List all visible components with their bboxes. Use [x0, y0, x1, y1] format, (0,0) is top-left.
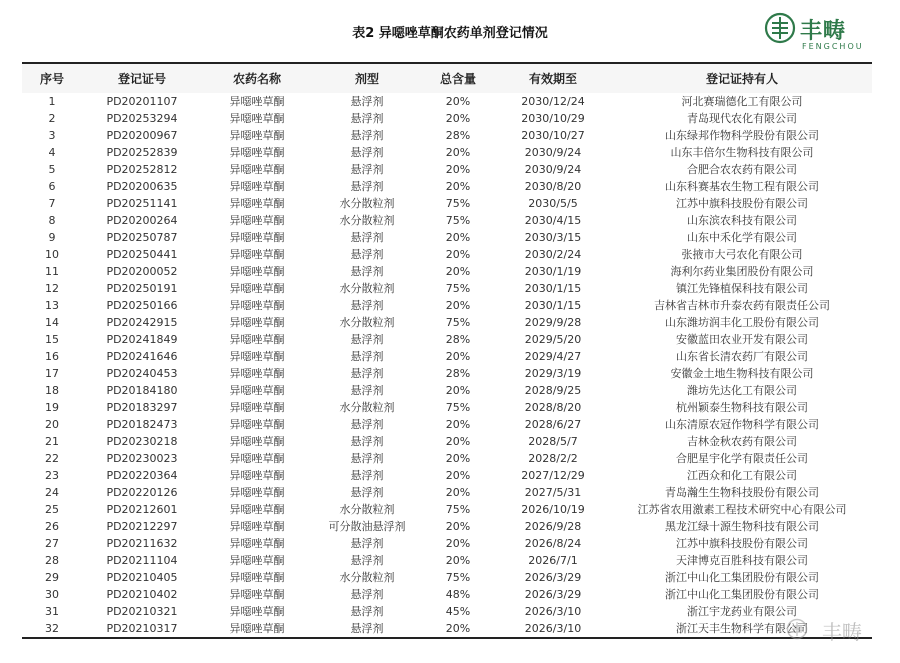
- table-row: [22, 297, 872, 314]
- cell-content: 20%: [445, 384, 471, 397]
- cell-reg-no: PD20211632: [106, 537, 178, 550]
- cell-holder: 山东滨农科技有限公司: [687, 214, 797, 227]
- cell-pesticide-name: 异噁唑草酮: [229, 316, 285, 329]
- cell-holder: 浙江天丰生物科学有限公司: [676, 622, 808, 635]
- cell-content: 20%: [445, 486, 471, 499]
- cell-formulation: 水分散粒剂: [339, 401, 395, 414]
- cell-valid-until: 2026/9/28: [524, 520, 582, 533]
- cell-pesticide-name: 异噁唑草酮: [229, 299, 285, 312]
- cell-pesticide-name: 异噁唑草酮: [229, 486, 285, 499]
- cell-content: 75%: [445, 571, 471, 584]
- cell-valid-until: 2030/9/24: [524, 163, 582, 176]
- table-row: [22, 484, 872, 501]
- cell-formulation: 悬浮剂: [350, 588, 384, 601]
- cell-index: 27: [45, 537, 59, 550]
- cell-pesticide-name: 异噁唑草酮: [229, 537, 285, 550]
- cell-formulation: 可分散油悬浮剂: [328, 520, 406, 533]
- table-row: [22, 433, 872, 450]
- cell-formulation: 悬浮剂: [350, 231, 384, 244]
- cell-valid-until: 2026/3/10: [524, 622, 582, 635]
- table-row: [22, 144, 872, 161]
- cell-pesticide-name: 异噁唑草酮: [229, 95, 285, 108]
- cell-valid-until: 2027/12/29: [521, 469, 585, 482]
- cell-valid-until: 2030/2/24: [524, 248, 582, 261]
- cell-formulation: 悬浮剂: [350, 605, 384, 618]
- cell-valid-until: 2028/5/7: [528, 435, 578, 448]
- cell-valid-until: 2028/6/27: [524, 418, 582, 431]
- cell-formulation: 悬浮剂: [350, 146, 384, 159]
- header-holder: 登记证持有人: [612, 64, 872, 93]
- cell-index: 20: [45, 418, 59, 431]
- cell-formulation: 水分散粒剂: [339, 503, 395, 516]
- cell-formulation: 悬浮剂: [350, 350, 384, 363]
- cell-valid-until: 2028/8/20: [524, 401, 582, 414]
- table-row: [22, 314, 872, 331]
- cell-reg-no: PD20220126: [106, 486, 178, 499]
- cell-valid-until: 2028/2/2: [528, 452, 578, 465]
- cell-formulation: 悬浮剂: [350, 554, 384, 567]
- cell-content: 20%: [445, 537, 471, 550]
- cell-formulation: 悬浮剂: [350, 384, 384, 397]
- cell-pesticide-name: 异噁唑草酮: [229, 452, 285, 465]
- cell-formulation: 水分散粒剂: [339, 282, 395, 295]
- cell-reg-no: PD20241849: [106, 333, 178, 346]
- cell-valid-until: 2028/9/25: [524, 384, 582, 397]
- cell-pesticide-name: 异噁唑草酮: [229, 605, 285, 618]
- cell-holder: 安徽蓝田农业开发有限公司: [676, 333, 808, 346]
- cell-content: 20%: [445, 231, 471, 244]
- cell-index: 22: [45, 452, 59, 465]
- cell-index: 30: [45, 588, 59, 601]
- cell-valid-until: 2026/7/1: [528, 554, 578, 567]
- cell-holder: 潍坊先达化工有限公司: [687, 384, 797, 397]
- cell-pesticide-name: 异噁唑草酮: [229, 333, 285, 346]
- cell-formulation: 悬浮剂: [350, 435, 384, 448]
- cell-content: 20%: [445, 350, 471, 363]
- header-reg-no: 登记证号: [82, 64, 202, 93]
- cell-reg-no: PD20251141: [106, 197, 178, 210]
- cell-formulation: 悬浮剂: [350, 95, 384, 108]
- cell-content: 20%: [445, 180, 471, 193]
- cell-content: 45%: [445, 605, 471, 618]
- cell-content: 48%: [445, 588, 471, 601]
- table-row: [22, 365, 872, 382]
- table-row: [22, 535, 872, 552]
- cell-index: 12: [45, 282, 59, 295]
- cell-pesticide-name: 异噁唑草酮: [229, 588, 285, 601]
- table-row: [22, 280, 872, 297]
- cell-pesticide-name: 异噁唑草酮: [229, 180, 285, 193]
- cell-content: 20%: [445, 520, 471, 533]
- table-row: [22, 382, 872, 399]
- cell-index: 2: [48, 112, 56, 125]
- cell-index: 17: [45, 367, 59, 380]
- cell-index: 7: [48, 197, 56, 210]
- cell-holder: 合肥星宇化学有限责任公司: [676, 452, 808, 465]
- cell-pesticide-name: 异噁唑草酮: [229, 418, 285, 431]
- cell-index: 21: [45, 435, 59, 448]
- cell-valid-until: 2030/12/24: [521, 95, 585, 108]
- cell-index: 9: [48, 231, 56, 244]
- cell-content: 20%: [445, 554, 471, 567]
- cell-holder: 山东科赛基农生物工程有限公司: [665, 180, 819, 193]
- table-row: [22, 586, 872, 603]
- cell-index: 10: [45, 248, 59, 261]
- table-row: [22, 399, 872, 416]
- cell-valid-until: 2030/10/27: [521, 129, 585, 142]
- cell-reg-no: PD20210317: [106, 622, 178, 635]
- cell-valid-until: 2027/5/31: [524, 486, 582, 499]
- cell-reg-no: PD20201107: [106, 95, 178, 108]
- cell-content: 75%: [445, 401, 471, 414]
- cell-reg-no: PD20210405: [106, 571, 178, 584]
- cell-index: 19: [45, 401, 59, 414]
- watermark-text: 丰畴: [822, 620, 862, 644]
- cell-content: 20%: [445, 469, 471, 482]
- cell-pesticide-name: 异噁唑草酮: [229, 367, 285, 380]
- table-row: [22, 110, 872, 127]
- cell-index: 31: [45, 605, 59, 618]
- cell-pesticide-name: 异噁唑草酮: [229, 282, 285, 295]
- cell-valid-until: 2030/1/15: [524, 282, 582, 295]
- cell-valid-until: 2030/3/15: [524, 231, 582, 244]
- cell-reg-no: PD20250787: [106, 231, 178, 244]
- cell-index: 24: [45, 486, 59, 499]
- cell-reg-no: PD20182473: [106, 418, 178, 431]
- header-content: 总含量: [422, 64, 494, 93]
- cell-content: 28%: [445, 367, 471, 380]
- cell-index: 6: [48, 180, 56, 193]
- cell-holder: 海利尔药业集团股份有限公司: [670, 265, 814, 278]
- table-row: [22, 450, 872, 467]
- table-row: [22, 467, 872, 484]
- cell-valid-until: 2029/4/27: [524, 350, 582, 363]
- cell-holder: 山东丰倍尔生物科技有限公司: [670, 146, 814, 159]
- cell-pesticide-name: 异噁唑草酮: [229, 469, 285, 482]
- registration-table: [22, 62, 872, 639]
- brand-name-en: FENGCHOU: [802, 42, 864, 51]
- cell-valid-until: 2026/3/10: [524, 605, 582, 618]
- cell-formulation: 悬浮剂: [350, 180, 384, 193]
- cell-formulation: 悬浮剂: [350, 248, 384, 261]
- cell-valid-until: 2026/8/24: [524, 537, 582, 550]
- table-title: 表2 异噁唑草酮农药单剂登记情况: [352, 26, 548, 41]
- cell-index: 28: [45, 554, 59, 567]
- header-index: 序号: [22, 64, 82, 93]
- table-row: [22, 552, 872, 569]
- cell-holder: 安徽金土地生物科技有限公司: [670, 367, 814, 380]
- cell-valid-until: 2029/9/28: [524, 316, 582, 329]
- cell-holder: 青岛现代农化有限公司: [687, 112, 797, 125]
- cell-content: 75%: [445, 503, 471, 516]
- cell-reg-no: PD20212601: [106, 503, 178, 516]
- cell-pesticide-name: 异噁唑草酮: [229, 503, 285, 516]
- cell-holder: 江西众和化工有限公司: [687, 469, 797, 482]
- cell-formulation: 悬浮剂: [350, 333, 384, 346]
- cell-formulation: 水分散粒剂: [339, 316, 395, 329]
- cell-valid-until: 2030/1/19: [524, 265, 582, 278]
- cell-reg-no: PD20200967: [106, 129, 178, 142]
- table-row: [22, 212, 872, 229]
- cell-valid-until: 2029/5/20: [524, 333, 582, 346]
- cell-holder: 杭州颖泰生物科技有限公司: [676, 401, 808, 414]
- cell-content: 20%: [445, 146, 471, 159]
- cell-holder: 江苏省农用激素工程技术研究中心有限公司: [637, 503, 847, 516]
- cell-content: 20%: [445, 299, 471, 312]
- cell-formulation: 悬浮剂: [350, 112, 384, 125]
- cell-reg-no: PD20230218: [106, 435, 178, 448]
- cell-reg-no: PD20241646: [106, 350, 178, 363]
- brand-logo: [764, 10, 864, 54]
- cell-holder: 青岛瀚生生物科技股份有限公司: [665, 486, 819, 499]
- table-row: [22, 331, 872, 348]
- watermark: [736, 614, 896, 642]
- watermark-logo-icon: [786, 618, 808, 640]
- cell-pesticide-name: 异噁唑草酮: [229, 146, 285, 159]
- cell-index: 18: [45, 384, 59, 397]
- cell-pesticide-name: 异噁唑草酮: [229, 248, 285, 261]
- table-row: [22, 569, 872, 586]
- cell-content: 20%: [445, 435, 471, 448]
- cell-holder: 山东中禾化学有限公司: [687, 231, 797, 244]
- cell-content: 20%: [445, 265, 471, 278]
- cell-index: 3: [48, 129, 56, 142]
- cell-content: 20%: [445, 452, 471, 465]
- cell-index: 13: [45, 299, 59, 312]
- cell-pesticide-name: 异噁唑草酮: [229, 622, 285, 635]
- cell-reg-no: PD20211104: [106, 554, 178, 567]
- cell-reg-no: PD20240453: [106, 367, 178, 380]
- cell-formulation: 水分散粒剂: [339, 214, 395, 227]
- cell-formulation: 水分散粒剂: [339, 571, 395, 584]
- cell-holder: 浙江宇龙药业有限公司: [687, 605, 797, 618]
- cell-reg-no: PD20200635: [106, 180, 178, 193]
- cell-content: 28%: [445, 129, 471, 142]
- cell-holder: 山东潍坊润丰化工股份有限公司: [665, 316, 819, 329]
- cell-pesticide-name: 异噁唑草酮: [229, 129, 285, 142]
- header-pesticide-name: 农药名称: [202, 64, 312, 93]
- cell-formulation: 悬浮剂: [350, 486, 384, 499]
- cell-content: 20%: [445, 163, 471, 176]
- table-row: [22, 229, 872, 246]
- cell-formulation: 水分散粒剂: [339, 197, 395, 210]
- cell-formulation: 悬浮剂: [350, 163, 384, 176]
- cell-reg-no: PD20250441: [106, 248, 178, 261]
- cell-content: 75%: [445, 282, 471, 295]
- cell-index: 4: [48, 146, 56, 159]
- cell-holder: 浙江中山化工集团股份有限公司: [665, 588, 819, 601]
- cell-index: 1: [48, 95, 56, 108]
- cell-pesticide-name: 异噁唑草酮: [229, 384, 285, 397]
- cell-formulation: 悬浮剂: [350, 469, 384, 482]
- cell-index: 5: [48, 163, 56, 176]
- cell-content: 20%: [445, 622, 471, 635]
- cell-pesticide-name: 异噁唑草酮: [229, 163, 285, 176]
- cell-holder: 江苏中旗科技股份有限公司: [676, 197, 808, 210]
- cell-pesticide-name: 异噁唑草酮: [229, 265, 285, 278]
- cell-index: 23: [45, 469, 59, 482]
- table-row: [22, 161, 872, 178]
- cell-holder: 山东绿邦作物科学股份有限公司: [665, 129, 819, 142]
- cell-reg-no: PD20250191: [106, 282, 178, 295]
- cell-formulation: 悬浮剂: [350, 129, 384, 142]
- table-row: [22, 416, 872, 433]
- cell-reg-no: PD20250166: [106, 299, 178, 312]
- table-row: [22, 195, 872, 212]
- cell-content: 75%: [445, 214, 471, 227]
- table-row: [22, 178, 872, 195]
- cell-holder: 浙江中山化工集团股份有限公司: [665, 571, 819, 584]
- cell-pesticide-name: 异噁唑草酮: [229, 231, 285, 244]
- table-header-row: [22, 64, 872, 93]
- table-row: [22, 263, 872, 280]
- cell-pesticide-name: 异噁唑草酮: [229, 401, 285, 414]
- cell-content: 75%: [445, 197, 471, 210]
- fengchou-logo-icon: [764, 12, 796, 44]
- cell-reg-no: PD20210402: [106, 588, 178, 601]
- table-row: [22, 93, 872, 110]
- cell-valid-until: 2030/5/5: [528, 197, 578, 210]
- cell-reg-no: PD20253294: [106, 112, 178, 125]
- cell-valid-until: 2030/9/24: [524, 146, 582, 159]
- cell-holder: 张掖市大弓农化有限公司: [681, 248, 803, 261]
- table-row: [22, 501, 872, 518]
- cell-content: 20%: [445, 248, 471, 261]
- cell-pesticide-name: 异噁唑草酮: [229, 214, 285, 227]
- cell-holder: 山东省长清农药厂有限公司: [676, 350, 808, 363]
- cell-reg-no: PD20212297: [106, 520, 178, 533]
- cell-index: 16: [45, 350, 59, 363]
- cell-content: 28%: [445, 333, 471, 346]
- cell-formulation: 悬浮剂: [350, 299, 384, 312]
- table-row: [22, 246, 872, 263]
- cell-index: 25: [45, 503, 59, 516]
- cell-holder: 吉林省吉林市升泰农药有限责任公司: [654, 299, 830, 312]
- cell-index: 32: [45, 622, 59, 635]
- table-row: [22, 518, 872, 535]
- cell-pesticide-name: 异噁唑草酮: [229, 554, 285, 567]
- cell-valid-until: 2030/1/15: [524, 299, 582, 312]
- cell-pesticide-name: 异噁唑草酮: [229, 197, 285, 210]
- cell-reg-no: PD20184180: [106, 384, 178, 397]
- cell-formulation: 悬浮剂: [350, 265, 384, 278]
- cell-holder: 江苏中旗科技股份有限公司: [676, 537, 808, 550]
- cell-formulation: 悬浮剂: [350, 367, 384, 380]
- cell-reg-no: PD20183297: [106, 401, 178, 414]
- cell-valid-until: 2029/3/19: [524, 367, 582, 380]
- cell-reg-no: PD20200264: [106, 214, 178, 227]
- cell-valid-until: 2026/10/19: [521, 503, 585, 516]
- cell-content: 20%: [445, 418, 471, 431]
- cell-holder: 山东清原农冠作物科学有限公司: [665, 418, 819, 431]
- header-valid-until: 有效期至: [494, 64, 612, 93]
- cell-index: 26: [45, 520, 59, 533]
- cell-valid-until: 2026/3/29: [524, 571, 582, 584]
- table-row: [22, 348, 872, 365]
- header-formulation: 剂型: [312, 64, 422, 93]
- cell-pesticide-name: 异噁唑草酮: [229, 435, 285, 448]
- cell-formulation: 悬浮剂: [350, 537, 384, 550]
- cell-formulation: 悬浮剂: [350, 452, 384, 465]
- table-row: [22, 127, 872, 144]
- cell-pesticide-name: 异噁唑草酮: [229, 571, 285, 584]
- cell-formulation: 悬浮剂: [350, 622, 384, 635]
- cell-index: 15: [45, 333, 59, 346]
- cell-valid-until: 2030/4/15: [524, 214, 582, 227]
- cell-content: 20%: [445, 95, 471, 108]
- cell-reg-no: PD20242915: [106, 316, 178, 329]
- cell-reg-no: PD20230023: [106, 452, 178, 465]
- cell-index: 8: [48, 214, 56, 227]
- brand-name-cn: 丰畴: [800, 19, 847, 44]
- cell-index: 14: [45, 316, 59, 329]
- cell-holder: 天津博克百胜科技有限公司: [676, 554, 808, 567]
- cell-holder: 镇江先锋植保科技有限公司: [676, 282, 808, 295]
- cell-index: 29: [45, 571, 59, 584]
- cell-pesticide-name: 异噁唑草酮: [229, 520, 285, 533]
- cell-holder: 吉林金秋农药有限公司: [687, 435, 797, 448]
- cell-holder: 合肥合农农药有限公司: [687, 163, 797, 176]
- cell-holder: 河北赛瑞德化工有限公司: [681, 95, 803, 108]
- cell-formulation: 悬浮剂: [350, 418, 384, 431]
- cell-reg-no: PD20210321: [106, 605, 178, 618]
- cell-reg-no: PD20252812: [106, 163, 178, 176]
- cell-valid-until: 2030/10/29: [521, 112, 585, 125]
- cell-pesticide-name: 异噁唑草酮: [229, 112, 285, 125]
- cell-reg-no: PD20200052: [106, 265, 178, 278]
- cell-content: 20%: [445, 112, 471, 125]
- cell-index: 11: [45, 265, 59, 278]
- cell-valid-until: 2026/3/29: [524, 588, 582, 601]
- cell-content: 75%: [445, 316, 471, 329]
- cell-valid-until: 2030/8/20: [524, 180, 582, 193]
- cell-pesticide-name: 异噁唑草酮: [229, 350, 285, 363]
- cell-reg-no: PD20220364: [106, 469, 178, 482]
- cell-reg-no: PD20252839: [106, 146, 178, 159]
- cell-holder: 黑龙江绿十源生物科技有限公司: [665, 520, 819, 533]
